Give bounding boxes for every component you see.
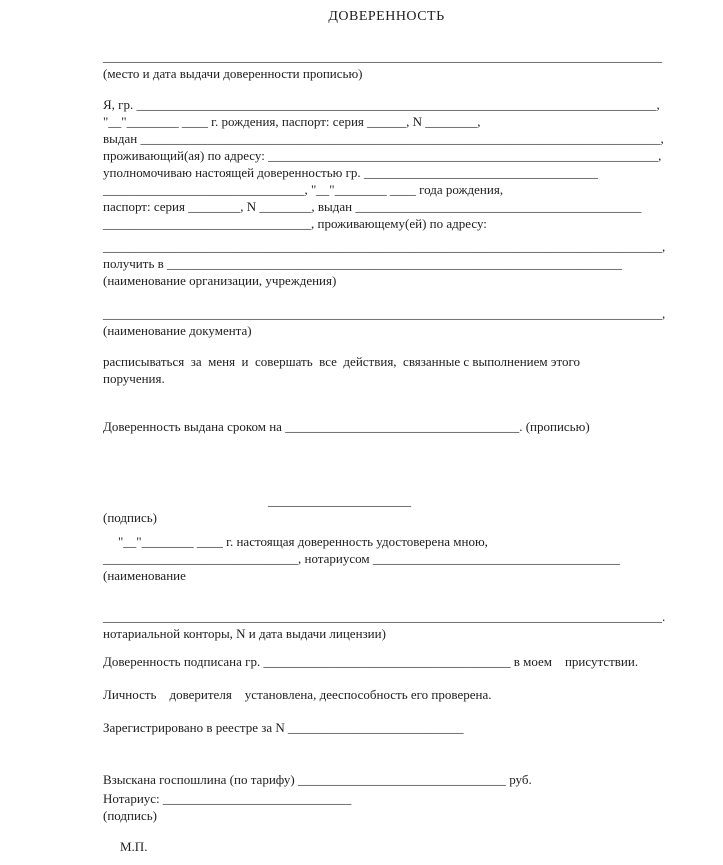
- attorney-address-blank-line: ______________________________________________________________________________________,: [103, 239, 666, 254]
- authorize-line: уполномочиваю настоящей доверенностью гр. ____________________________________: [103, 165, 598, 180]
- signature-caption: (подпись): [103, 510, 157, 525]
- state-duty-line: Взыскана госпошлина (по тарифу) ________________________________ руб.: [103, 772, 532, 787]
- attorney-address-label-line: ________________________________, проживающему(ей) по адресу:: [103, 216, 487, 231]
- validity-term-line: Доверенность выдана сроком на ____________________________________. (прописью): [103, 419, 590, 434]
- document-title: ДОВЕРЕННОСТЬ: [328, 9, 445, 24]
- principal-birth-passport-line: "__"________ ____ г. рождения, паспорт: серия ______, N ________,: [103, 114, 481, 129]
- notary-certification-line: "__"________ ____ г. настоящая доверенность удостоверена мною,: [118, 534, 488, 549]
- principal-name-line: Я, гр. ________________________________________________________________________________,: [103, 97, 660, 112]
- signed-in-presence-line: Доверенность подписана гр. ______________________________________ в моем присутствии.: [103, 654, 639, 669]
- attorney-passport-line: паспорт: серия ________, N ________, выдан ____________________________________________: [103, 199, 642, 214]
- receive-in-line: получить в ______________________________________________________________________: [103, 256, 623, 271]
- document-name-blank-line: ______________________________________________________________________________________,: [103, 306, 666, 321]
- place-date-caption: (место и дата выдачи доверенности прописью): [103, 66, 363, 81]
- registry-number-line: Зарегистрировано в реестре за N ___________________________: [103, 720, 464, 735]
- notary-office-caption-1: (наименование: [103, 568, 186, 583]
- notary-office-caption-2: нотариальной конторы, N и дата выдачи лицензии): [103, 626, 386, 641]
- document-name-caption: (наименование документа): [103, 323, 252, 338]
- organization-caption: (наименование организации, учреждения): [103, 273, 337, 288]
- authority-text-line-1: расписываться за меня и совершать все действия, связанные с выполнением этого: [103, 354, 580, 369]
- place-date-blank-line: ______________________________________________________________________________________: [103, 49, 662, 64]
- identity-verified-line: Личность доверителя установлена, дееспособность его проверена.: [103, 687, 492, 702]
- signature-blank-line: ______________________: [268, 493, 411, 508]
- license-blank-line: ______________________________________________________________________________________.: [103, 609, 666, 624]
- notary-signature-line: Нотариус: _____________________________: [103, 791, 352, 806]
- principal-address-line: проживающий(ая) по адресу: ____________________________________________________________,: [103, 148, 662, 163]
- stamp-place-mark: М.П.: [120, 839, 148, 854]
- notary-name-line: ______________________________, нотариусом ______________________________________: [103, 551, 620, 566]
- attorney-birth-line: _______________________________, "__"________ ____ года рождения,: [103, 182, 504, 197]
- passport-issued-line: выдан ________________________________________________________________________________,: [103, 131, 664, 146]
- notary-signature-caption: (подпись): [103, 808, 157, 823]
- authority-text-line-2: поручения.: [103, 371, 165, 386]
